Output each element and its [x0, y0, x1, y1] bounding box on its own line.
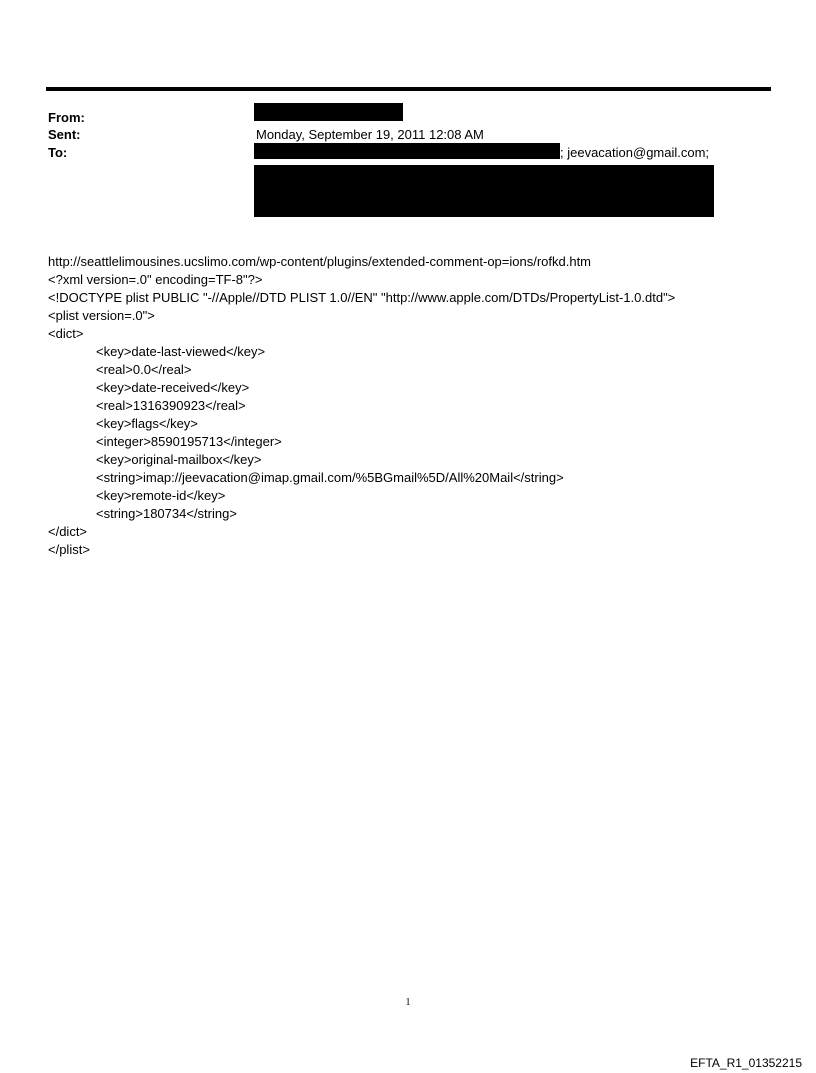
redaction-to-1 — [254, 143, 560, 159]
body-line: <plist version=.0"> — [48, 308, 155, 323]
page-number: 1 — [405, 997, 411, 1008]
message-body — [48, 253, 675, 559]
body-line: <integer>8590195713</integer> — [96, 434, 282, 449]
body-line: <dict> — [48, 326, 84, 341]
body-line: <key>flags</key> — [96, 416, 198, 431]
redaction-to-2 — [254, 165, 714, 217]
body-line: </plist> — [48, 542, 90, 557]
to-value: ; jeevacation@gmail.com; — [560, 145, 710, 160]
to-label: To: — [48, 145, 68, 160]
body-line: <key>date-last-viewed</key> — [96, 344, 266, 359]
body-line: <key>remote-id</key> — [96, 488, 226, 503]
body-line: <real>1316390923</real> — [96, 398, 246, 413]
body-line: <!DOCTYPE plist PUBLIC "-//Apple//DTD PLIST 1.0//EN" "http://www.apple.com/DTDs/PropertyList-1.0.dtd"> — [48, 290, 676, 305]
header-rule — [46, 87, 771, 91]
body-line: </dict> — [48, 524, 88, 539]
body-line: http://seattlelimousines.ucslimo.com/wp-content/plugins/extended-comment-op=ions/rofkd.htm — [48, 254, 592, 269]
document-id: EFTA_R1_01352215 — [690, 1056, 802, 1070]
sent-value: Monday, September 19, 2011 12:08 AM — [256, 127, 484, 142]
redaction-from — [254, 103, 403, 121]
sent-label: Sent: — [48, 127, 81, 142]
body-line: <real>0.0</real> — [96, 362, 192, 377]
body-line: <string>180734</string> — [96, 506, 237, 521]
from-label: From: — [48, 110, 85, 125]
body-line: <key>date-received</key> — [96, 380, 250, 395]
body-line: <key>original-mailbox</key> — [96, 452, 262, 467]
body-line: <string>imap://jeevacation@imap.gmail.com/%5BGmail%5D/All%20Mail</string> — [96, 470, 564, 485]
body-line: <?xml version=.0" encoding=TF-8"?> — [48, 272, 263, 287]
